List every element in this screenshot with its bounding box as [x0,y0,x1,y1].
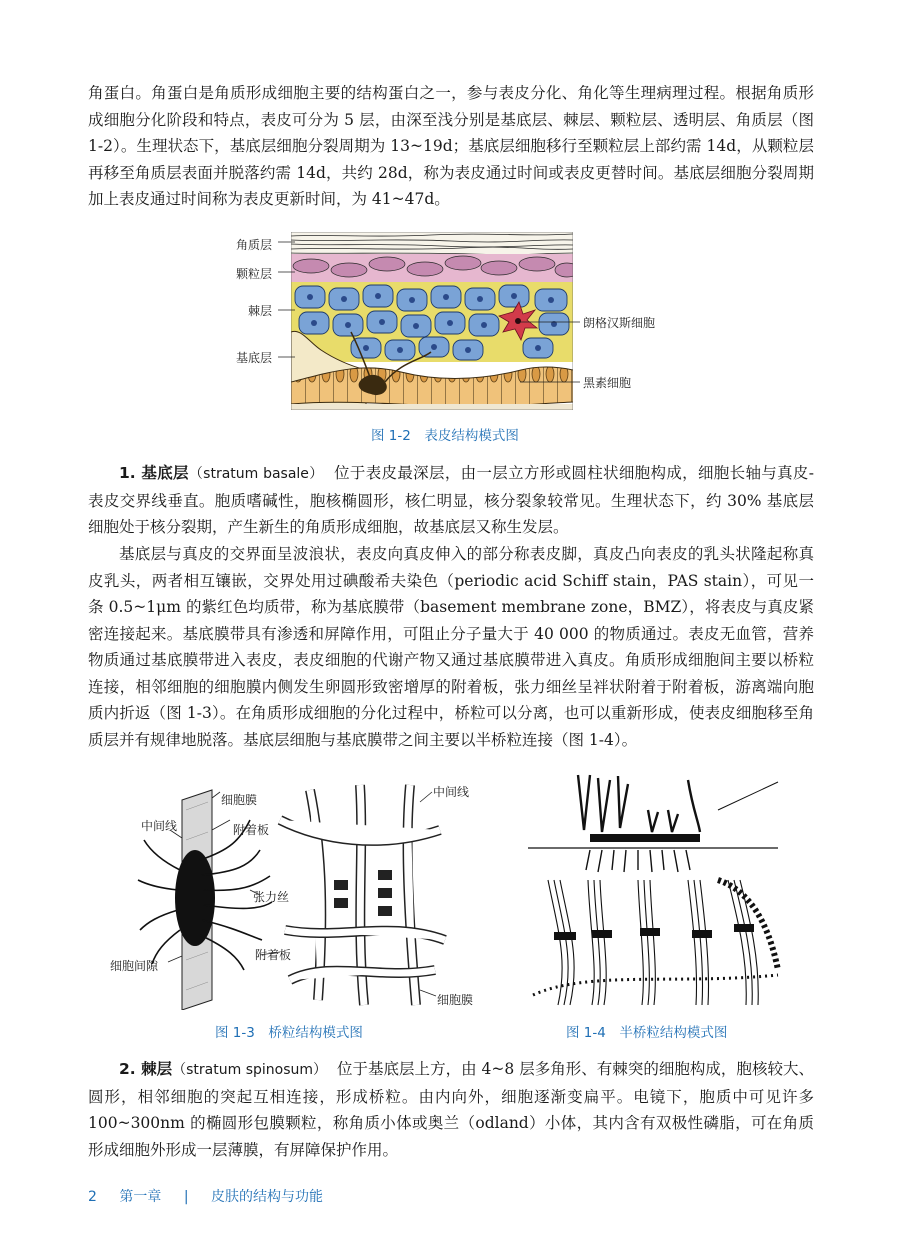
page-number: 2 [88,1189,97,1205]
label-stratum-spinosum: 棘层 [248,304,273,318]
section-2-text: 位于基底层上方，由 4~8 层多角形、有棘突的细胞构成，胞核较大、圆形，相邻细胞的突起互相连接，形成桥粒。由内向外，细胞逐渐变扁平。电镜下，胞质中可见许多 100~300nm 的椭圆形包膜颗粒，称角质小体或奥兰（odland）小体，其内含有双极性磷脂，可在角质形成细胞外形成一层薄膜，有屏障保护作用。 [88,1060,814,1159]
section-1-heading: 1. 基底层 [119,464,189,482]
section-2-latin: （stratum spinosum） [172,1062,328,1078]
figure-1-2-caption: 图 1-2 表皮结构模式图 [371,428,519,444]
label-cell-membrane-top: 细胞膜 [221,793,258,807]
fig12-leader-lines [0,232,640,412]
paragraph-bmz: 基底层与真皮的交界面呈波浪状，表皮向真皮伸入的部分称表皮脚，真皮凸向表皮的乳头状隆起称真皮乳头，两者相互镶嵌，交界处用过碘酸希夫染色（periodic acid Schiff stain，PAS stain），可见一条 0.5~1μm 的紫红色均质带，称为基底膜带（basement membrane zone，BMZ），将表皮与真皮紧密连接起来。基底膜带具有渗透和屏障作用，可阻止分子量大于 40 000 的物质通过。表皮无血管，营养物质通过基底膜带进入表皮，表皮细胞的代谢产物又通过基底膜带进入真皮。角质形成细胞间主要以桥粒连接，相邻细胞的细胞膜内侧发生卵圆形致密增厚的附着板，张力细丝呈袢状附着于附着板，游离端向胞质内折返（图 1-3）。在角质形成细胞的分化过程中，桥粒可以分离，也可以重新形成，使表皮细胞移至角质层并有规律地脱落。基底层细胞与基底膜带之间主要以半桥粒连接（图 1-4）。 [88,545,814,749]
label-tonofilament: 张力丝 [253,890,290,904]
label-intermediate-line-right: 中间线 [433,785,470,799]
section-1-latin: （stratum basale） [188,466,324,482]
section-1-text: 位于表皮最深层，由一层立方形或圆柱状细胞构成，细胞长轴与真皮-表皮交界线垂直。胞质嗜碱性，胞核椭圆形，核仁明显，核分裂象较常见。生理状态下，约 30% 基底层细胞处于核分裂期，产生新生的角质形成细胞，故基底层又称生发层。 [88,464,814,536]
label-stratum-granulosum: 颗粒层 [236,267,273,281]
paragraph-intro: 角蛋白。角蛋白是角质形成细胞主要的结构蛋白之一，参与表皮分化、角化等生理病理过程。根据角质形成细胞分化阶段和特点，表皮可分为 5 层，由深至浅分别是基底层、棘层、颗粒层、透明层、角质层（图 1-2）。生理状态下，基底层细胞分裂周期为 13~19d；基底层细胞移行至颗粒层上部约需 14d，从颗粒层再移至角质层表面并脱落约需 14d，共约 28d，称为表皮通过时间或表皮更替时间。基底层细胞分裂周期加上表皮通过时间称为表皮更新时间，为 41~47d。 [88,84,814,208]
label-langerhans-cell: 朗格汉斯细胞 [583,316,656,330]
label-melanocyte: 黑素细胞 [583,376,632,390]
chapter-title: 皮肤的结构与功能 [211,1189,323,1205]
chapter-number: 第一章 [119,1189,162,1205]
section-2-heading: 2. 棘层 [119,1060,173,1078]
figure-1-3-caption: 图 1-3 桥粒结构模式图 [215,1025,363,1041]
label-attachment-plaque-bottom: 附着板 [255,948,292,962]
section-stratum-basale [88,460,814,541]
section-stratum-spinosum [88,1056,814,1163]
footer-separator: | [183,1189,189,1205]
label-intermediate-line-left: 中间线 [141,819,178,833]
label-attachment-plaque-top: 附着板 [233,823,270,837]
figure-1-4-caption: 图 1-4 半桥粒结构模式图 [566,1025,728,1041]
hemidesmosome-diagram [528,770,786,1010]
label-intercellular-space: 细胞间隙 [110,959,159,973]
label-stratum-basale: 基底层 [236,351,273,365]
label-stratum-corneum: 角质层 [236,238,273,252]
page-footer [88,1186,341,1206]
label-cell-membrane-bottom: 细胞膜 [437,993,474,1007]
